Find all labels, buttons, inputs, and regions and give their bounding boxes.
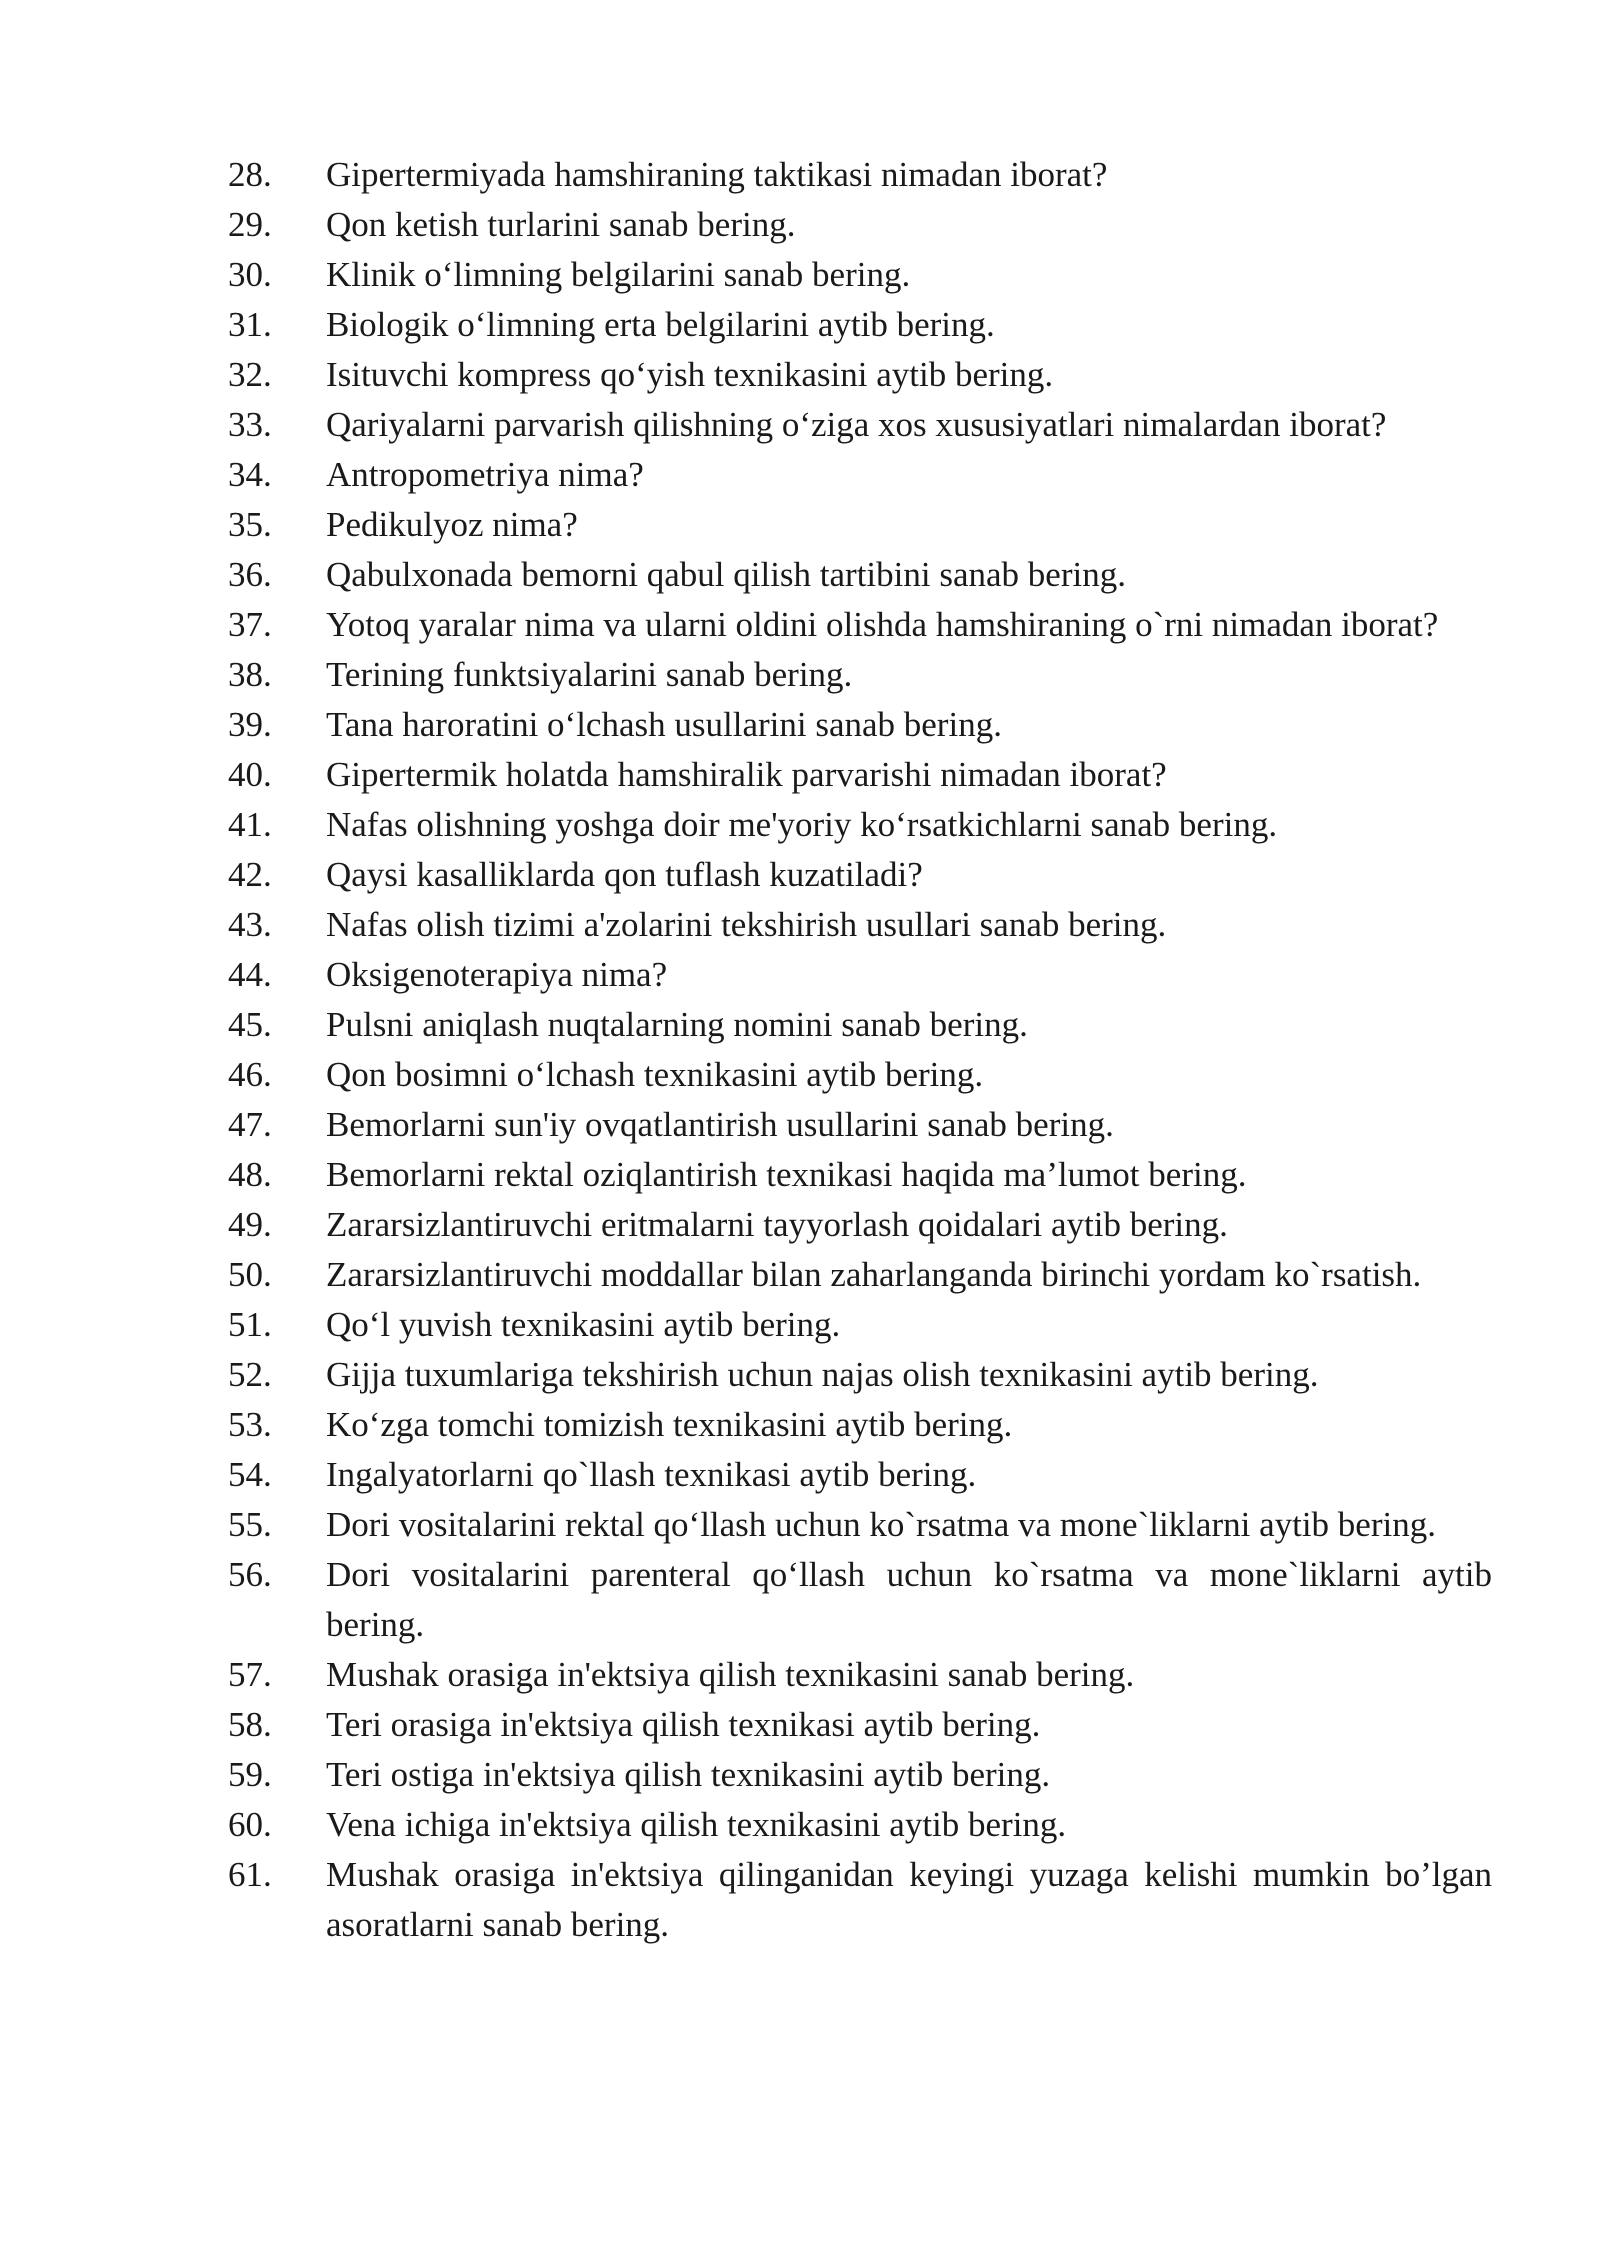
question-item <box>228 1050 1492 1100</box>
question-text: Nafas olishning yoshga doir me'yoriy ko‘rsatkichlarni sanab bering. <box>326 805 1278 844</box>
question-item <box>228 1450 1492 1500</box>
question-item <box>228 450 1492 500</box>
question-number: 29. <box>228 205 272 244</box>
question-text: Qon ketish turlarini sanab bering. <box>326 205 796 244</box>
question-number: 36. <box>228 555 272 594</box>
question-text: Mushak orasiga in'ektsiya qilish texnikasini sanab bering. <box>326 1655 1135 1694</box>
question-item <box>228 650 1492 700</box>
question-text: Dori vositalarini rektal qo‘llash uchun ko`rsatma va mone`liklarni aytib bering. <box>326 1505 1436 1544</box>
question-number: 45. <box>228 1005 272 1044</box>
question-number: 50. <box>228 1255 272 1294</box>
question-item <box>228 700 1492 750</box>
question-item <box>228 1400 1492 1450</box>
question-number: 49. <box>228 1205 272 1244</box>
question-item <box>228 1300 1492 1350</box>
question-text: Ko‘zga tomchi tomizish texnikasini aytib bering. <box>326 1405 1013 1444</box>
question-text: Bemorlarni rektal oziqlantirish texnikasi haqida ma’lumot bering. <box>326 1155 1247 1194</box>
question-number: 57. <box>228 1655 272 1694</box>
question-number: 60. <box>228 1805 272 1844</box>
question-text: Isituvchi kompress qo‘yish texnikasini aytib bering. <box>326 355 1054 394</box>
question-text: Qon bosimni o‘lchash texnikasini aytib bering. <box>326 1055 984 1094</box>
question-text: Qo‘l yuvish texnikasini aytib bering. <box>326 1305 841 1344</box>
question-item <box>228 150 1492 200</box>
question-item <box>228 1700 1492 1750</box>
question-item <box>228 1800 1492 1850</box>
question-text: Qariyalarni parvarish qilishning o‘ziga xos xususiyatlari nimalardan iborat? <box>326 405 1387 444</box>
question-text: Yotoq yaralar nima va ularni oldini olishda hamshiraning o`rni nimadan iborat? <box>326 605 1439 644</box>
question-number: 40. <box>228 755 272 794</box>
question-item <box>228 300 1492 350</box>
question-item <box>228 1150 1492 1200</box>
question-item <box>228 1750 1492 1800</box>
question-number: 53. <box>228 1405 272 1444</box>
question-text: Bemorlarni sun'iy ovqatlantirish usullarini sanab bering. <box>326 1105 1114 1144</box>
question-number: 37. <box>228 605 272 644</box>
question-item <box>228 1100 1492 1150</box>
question-number: 35. <box>228 505 272 544</box>
question-text: Antropometriya nima? <box>326 455 644 494</box>
question-number: 43. <box>228 905 272 944</box>
question-number: 51. <box>228 1305 272 1344</box>
question-number: 58. <box>228 1705 272 1744</box>
question-item <box>228 900 1492 950</box>
question-number: 28. <box>228 155 272 194</box>
question-number: 32. <box>228 355 272 394</box>
question-item <box>228 500 1492 550</box>
question-text: Gipertermiyada hamshiraning taktikasi nimadan iborat? <box>326 155 1108 194</box>
question-text: Teri ostiga in'ektsiya qilish texnikasini aytib bering. <box>326 1755 1051 1794</box>
question-item <box>228 600 1492 650</box>
question-number: 52. <box>228 1355 272 1394</box>
question-item <box>228 550 1492 600</box>
question-number: 41. <box>228 805 272 844</box>
question-text: Teri orasiga in'ektsiya qilish texnikasi aytib bering. <box>326 1705 1041 1744</box>
question-text: Pedikulyoz nima? <box>326 505 578 544</box>
question-text: Oksigenoterapiya nima? <box>326 955 668 994</box>
question-number: 56. <box>228 1555 272 1594</box>
question-number: 33. <box>228 405 272 444</box>
question-item <box>228 950 1492 1000</box>
question-item <box>228 1350 1492 1400</box>
question-number: 31. <box>228 305 272 344</box>
question-number: 38. <box>228 655 272 694</box>
question-text: Dori vositalarini parenteral qo‘llash uchun ko`rsatma va mone`liklarni aytib bering. <box>326 1555 1492 1644</box>
question-item <box>228 200 1492 250</box>
question-number: 55. <box>228 1505 272 1544</box>
question-item <box>228 1000 1492 1050</box>
question-item <box>228 750 1492 800</box>
question-number: 46. <box>228 1055 272 1094</box>
question-number: 59. <box>228 1755 272 1794</box>
question-item <box>228 250 1492 300</box>
question-text: Mushak orasiga in'ektsiya qilinganidan keyingi yuzaga kelishi mumkin bo’lgan asoratlarni sanab bering. <box>326 1855 1492 1944</box>
question-text: Zararsizlantiruvchi moddallar bilan zaharlanganda birinchi yordam ko`rsatish. <box>326 1255 1422 1294</box>
question-text: Biologik o‘limning erta belgilarini aytib bering. <box>326 305 995 344</box>
question-text: Tana haroratini o‘lchash usullarini sanab bering. <box>326 705 1002 744</box>
question-item <box>228 800 1492 850</box>
question-item <box>228 350 1492 400</box>
question-number: 42. <box>228 855 272 894</box>
question-item <box>228 1550 1492 1650</box>
question-number: 47. <box>228 1105 272 1144</box>
question-text: Qaysi kasalliklarda qon tuflash kuzatiladi? <box>326 855 923 894</box>
question-text: Qabulxonada bemorni qabul qilish tartibini sanab bering. <box>326 555 1126 594</box>
question-text: Terining funktsiyalarini sanab bering. <box>326 655 853 694</box>
question-text: Gijja tuxumlariga tekshirish uchun najas olish texnikasini aytib bering. <box>326 1355 1319 1394</box>
question-item <box>228 1500 1492 1550</box>
question-text: Zararsizlantiruvchi eritmalarni tayyorlash qoidalari aytib bering. <box>326 1205 1228 1244</box>
question-list <box>228 150 1492 1950</box>
question-item <box>228 1200 1492 1250</box>
question-number: 30. <box>228 255 272 294</box>
question-number: 34. <box>228 455 272 494</box>
question-number: 48. <box>228 1155 272 1194</box>
question-item <box>228 850 1492 900</box>
question-text: Nafas olish tizimi a'zolarini tekshirish usullari sanab bering. <box>326 905 1167 944</box>
question-item <box>228 400 1492 450</box>
question-number: 61. <box>228 1855 272 1894</box>
question-text: Vena ichiga in'ektsiya qilish texnikasini aytib bering. <box>326 1805 1067 1844</box>
question-number: 39. <box>228 705 272 744</box>
question-item <box>228 1250 1492 1300</box>
question-text: Klinik o‘limning belgilarini sanab bering. <box>326 255 911 294</box>
question-number: 44. <box>228 955 272 994</box>
question-item <box>228 1850 1492 1950</box>
question-number: 54. <box>228 1455 272 1494</box>
question-text: Gipertermik holatda hamshiralik parvarishi nimadan iborat? <box>326 755 1167 794</box>
question-item <box>228 1650 1492 1700</box>
question-text: Ingalyatorlarni qo`llash texnikasi aytib bering. <box>326 1455 977 1494</box>
question-text: Pulsni aniqlash nuqtalarning nomini sanab bering. <box>326 1005 1028 1044</box>
